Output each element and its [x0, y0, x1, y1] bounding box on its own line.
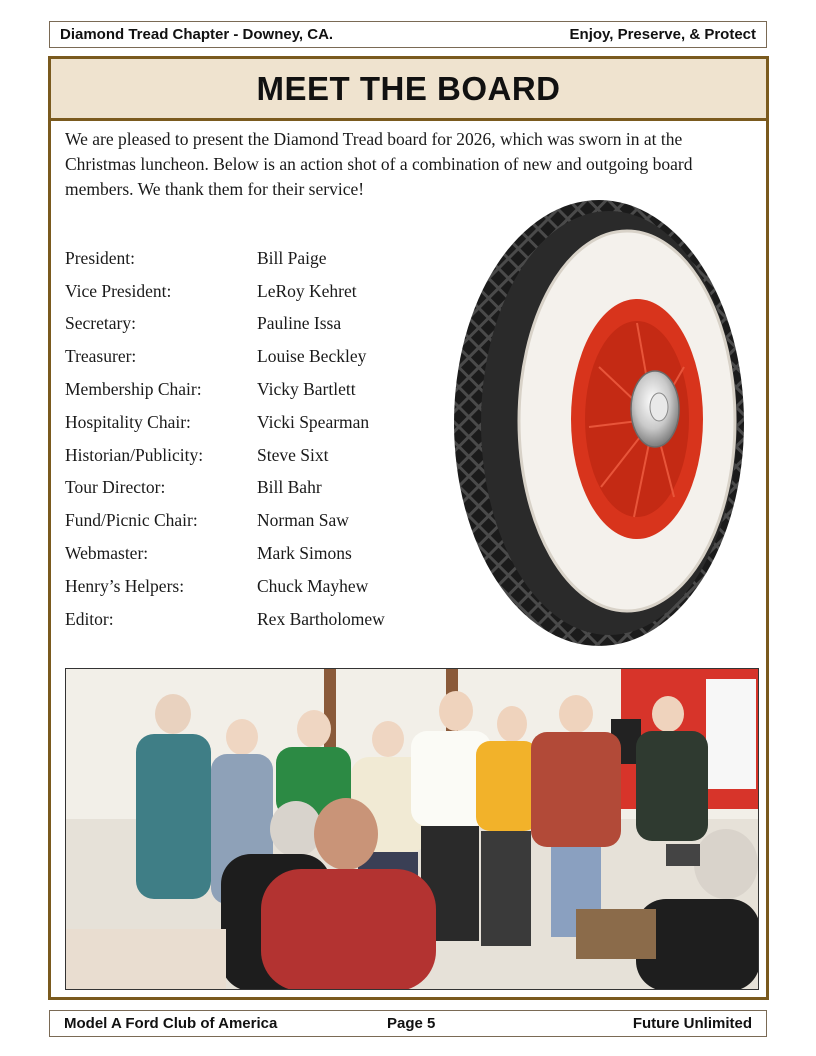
header-chapter: Diamond Tread Chapter - Downey, CA.	[60, 26, 334, 43]
board-list	[65, 242, 445, 636]
board-name: Steve Sixt	[257, 444, 329, 465]
board-row	[65, 537, 445, 570]
tire-icon	[449, 197, 759, 649]
board-name: LeRoy Kehret	[257, 280, 357, 301]
board-row	[65, 472, 445, 505]
board-name: Louise Beckley	[257, 346, 367, 367]
board-role: Henry’s Helpers:	[65, 575, 185, 596]
board-row	[65, 373, 445, 406]
board-name: Pauline Issa	[257, 313, 342, 334]
board-name: Mark Simons	[257, 543, 352, 564]
board-row	[65, 406, 445, 439]
board-role: Treasurer:	[65, 346, 137, 367]
title-band	[51, 59, 766, 121]
board-role: Membership Chair:	[65, 379, 202, 400]
page-header	[49, 21, 767, 48]
board-name: Bill Bahr	[257, 477, 322, 498]
board-role: Vice President:	[65, 280, 172, 301]
header-motto: Enjoy, Preserve, & Protect	[569, 26, 756, 43]
board-row	[65, 275, 445, 308]
board-name: Rex Bartholomew	[257, 608, 385, 629]
whitewall-tire-image	[449, 197, 759, 649]
page-title: MEET THE BOARD	[256, 69, 561, 107]
board-row	[65, 603, 445, 636]
intro-paragraph: We are pleased to present the Diamond Tread board for 2026, which was sworn in at the Christmas luncheon. Below is an action shot of a combination of new and outgoing board members. We thank them for their service!	[65, 129, 693, 199]
board-role: Secretary:	[65, 313, 136, 334]
footer-club: Model A Ford Club of America	[64, 1015, 278, 1032]
board-name: Vicki Spearman	[257, 411, 370, 432]
board-role: Hospitality Chair:	[65, 411, 191, 432]
board-row	[65, 340, 445, 373]
board-role: Fund/Picnic Chair:	[65, 510, 198, 531]
board-role: Tour Director:	[65, 477, 166, 498]
board-name: Chuck Mayhew	[257, 575, 369, 596]
board-row	[65, 504, 445, 537]
board-role: Editor:	[65, 608, 114, 629]
footer-page-number: Page 5	[387, 1015, 436, 1032]
board-name: Vicky Bartlett	[257, 379, 356, 400]
board-name: Bill Paige	[257, 247, 327, 268]
page-footer	[49, 1010, 767, 1037]
board-row	[65, 308, 445, 341]
footer-region: Future Unlimited	[632, 1015, 752, 1032]
board-role: President:	[65, 247, 135, 268]
board-row	[65, 439, 445, 472]
board-group-photo	[65, 668, 759, 990]
article-frame	[48, 56, 769, 1000]
board-name: Norman Saw	[257, 510, 349, 531]
board-role: Webmaster:	[65, 543, 149, 564]
group-photo-icon	[66, 669, 759, 990]
board-role: Historian/Publicity:	[65, 444, 204, 465]
board-row	[65, 242, 445, 275]
board-row	[65, 570, 445, 603]
